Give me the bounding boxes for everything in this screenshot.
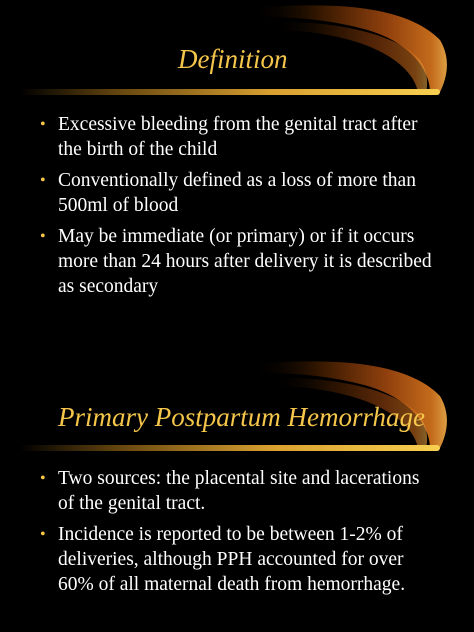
bullet-text: Excessive bleeding from the genital tract after the birth of the child [58,114,418,160]
slide-title: Definition [178,44,288,74]
list-item [40,224,440,299]
bullet-icon: • [40,470,46,487]
list-item [40,522,440,597]
bullet-list [40,466,440,603]
bullet-text: Incidence is reported to be between 1-2% of deliveries, although PPH accounted for over 60% of all maternal death from hemorrhage. [58,524,406,595]
bullet-text: Two sources: the placental site and lacerations of the genital tract. [58,468,420,514]
list-item [40,466,440,516]
list-item [40,112,440,162]
list-item [40,168,440,218]
bullet-text: May be immediate (or primary) or if it occurs more than 24 hours after delivery it is described as secondary [58,226,432,297]
bullet-icon: • [40,116,46,133]
slide-primary-pph [0,356,474,632]
bullet-icon: • [40,172,46,189]
bullet-icon: • [40,526,46,543]
bullet-icon: • [40,228,46,245]
bullet-text: Conventionally defined as a loss of more than 500ml of blood [58,170,416,216]
bullet-list [40,112,440,305]
slide-title: Primary Postpartum Hemorrhage [58,402,425,432]
